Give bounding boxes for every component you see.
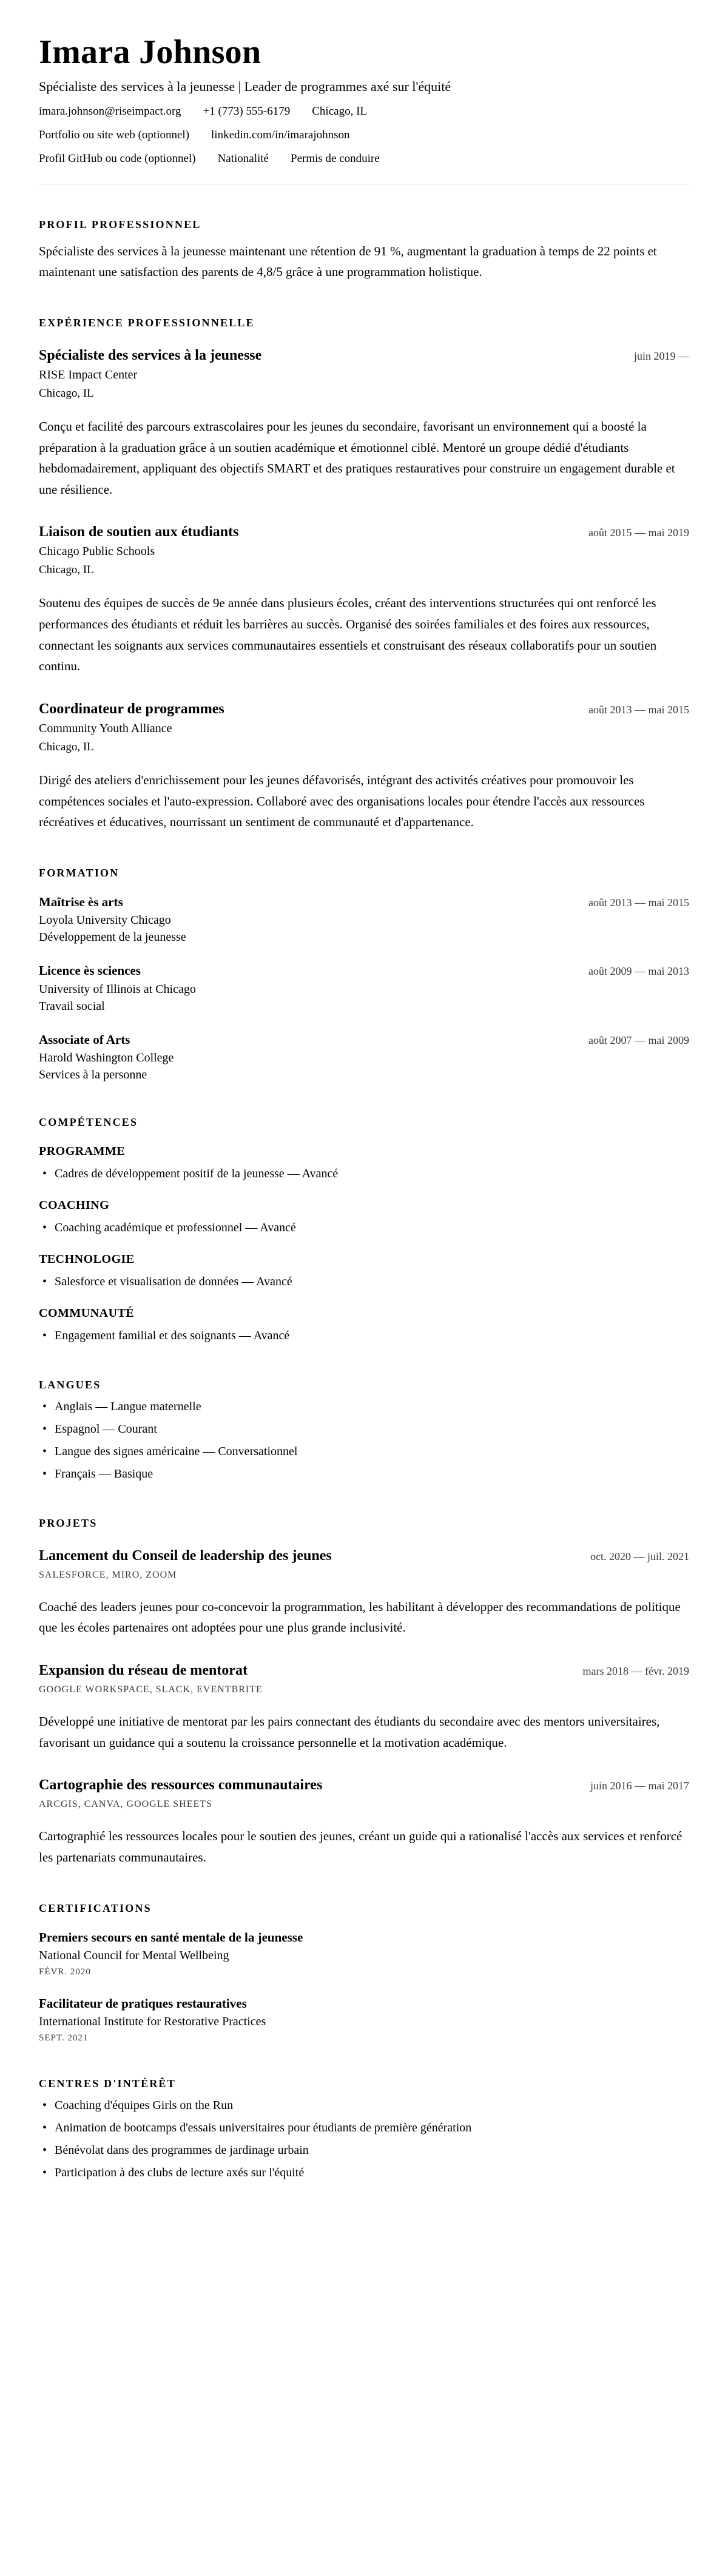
contact-row-1 [39, 105, 689, 118]
job-company: RISE Impact Center [39, 368, 138, 382]
skill-item: • Salesforce et visualisation de données — Avancé [39, 1273, 689, 1291]
certification-entry [39, 1996, 689, 2043]
project-entry-head [39, 1547, 689, 1565]
interest-item: • Coaching d'équipes Girls on the Run [39, 2096, 689, 2114]
degree-dates: août 2007 — mai 2009 [588, 1034, 689, 1046]
project-entry [39, 1547, 689, 1638]
education-entry-head [39, 894, 689, 910]
skill-list [39, 1165, 689, 1183]
contact-row-2 [39, 129, 689, 142]
experience-entry [39, 523, 689, 677]
section-heading-experience: EXPÉRIENCE PROFESSIONNELLE [39, 316, 255, 329]
interest-item: • Participation à des clubs de lecture axés sur l'équité [39, 2164, 689, 2182]
profile-text: Spécialiste des services à la jeunesse maintenant une rétention de 91 %, augmentant la graduation à temps de 22 points et maintenant une satisfaction des parents de 4,8/5 grâce à une programmation holistique. [39, 243, 657, 280]
section-heading-certifications: CERTIFICATIONS [39, 1902, 152, 1914]
school-name: University of Illinois at Chicago [39, 982, 196, 996]
language-item: • Langue des signes américaine — Conversationnel [39, 1442, 689, 1461]
skill-category [39, 1306, 689, 1345]
skill-category-name: COACHING [39, 1198, 110, 1212]
experience-entry [39, 700, 689, 833]
contact-phone: +1 (773) 555-6179 [203, 104, 291, 118]
contact-linkedin[interactable]: linkedin.com/in/imarajohnson [211, 128, 350, 141]
job-dates: août 2013 — mai 2015 [588, 704, 689, 716]
skill-category-name: COMMUNAUTÉ [39, 1306, 135, 1320]
degree-title: Associate of Arts [39, 1032, 130, 1047]
project-entry-head [39, 1661, 689, 1680]
resume-header [39, 34, 689, 184]
education-entry [39, 894, 689, 944]
job-title: Coordinateur de programmes [39, 701, 224, 717]
job-location: Chicago, IL [39, 741, 94, 753]
education-entry [39, 963, 689, 1013]
language-item: • Espagnol — Courant [39, 1420, 689, 1438]
contact-driving-license: Permis de conduire [291, 152, 380, 165]
project-entry-head [39, 1776, 689, 1794]
experience-entry-head [39, 346, 689, 365]
certification-date: SEPT. 2021 [39, 2033, 89, 2043]
job-dates: août 2015 — mai 2019 [588, 526, 689, 539]
certification-date: FÉVR. 2020 [39, 1966, 91, 1977]
field-of-study: Services à la personne [39, 1068, 147, 1081]
section-education [39, 867, 689, 1082]
skill-item: • Coaching académique et professionnel — Avancé [39, 1219, 689, 1237]
section-profile [39, 218, 689, 283]
language-item: • Anglais — Langue maternelle [39, 1397, 689, 1416]
section-certifications [39, 1902, 689, 2044]
contact-row-3 [39, 152, 689, 166]
section-heading-projects: PROJETS [39, 1516, 98, 1529]
school-name: Harold Washington College [39, 1051, 174, 1064]
interest-item: • Animation de bootcamps d'essais universitaires pour étudiants de première génération [39, 2119, 689, 2137]
section-heading-interests: CENTRES D'INTÉRÊT [39, 2077, 176, 2090]
job-location: Chicago, IL [39, 563, 94, 577]
name-heading: Imara Johnson [39, 33, 261, 71]
contact-location: Chicago, IL [312, 104, 368, 118]
skill-item: • Cadres de développement positif de la jeunesse — Avancé [39, 1165, 689, 1183]
contact-website: Portfolio ou site web (optionnel) [39, 128, 190, 141]
certification-title: Facilitateur de pratiques restauratives [39, 1996, 247, 2011]
section-heading-skills: COMPÉTENCES [39, 1115, 138, 1128]
job-description: Conçu et facilité des parcours extrascolaires pour les jeunes du secondaire, favorisant un environnement qui a boosté la préparation à la graduation grâce à un soutien académique et émotionnel ciblé. Mentoré un groupe dédié d'étudiants hebdomadairement, appliquant des objectifs SMART et des pratiques restauratives pour construire un engagement durable et une résilience. [39, 419, 675, 497]
language-list [39, 1397, 689, 1483]
certification-issuer: National Council for Mental Wellbeing [39, 1948, 229, 1962]
tagline: Spécialiste des services à la jeunesse | Leader de programmes axé sur l'équité [39, 78, 451, 94]
section-heading-profile: PROFIL PROFESSIONNEL [39, 218, 201, 230]
certification-title: Premiers secours en santé mentale de la jeunesse [39, 1929, 303, 1945]
project-tools: SALESFORCE, MIRO, ZOOM [39, 1569, 177, 1580]
contact-nationality: Nationalité [217, 152, 269, 165]
section-projects [39, 1517, 689, 1868]
skill-list [39, 1273, 689, 1291]
field-of-study: Travail social [39, 999, 105, 1013]
job-company: Community Youth Alliance [39, 722, 172, 735]
skill-category [39, 1253, 689, 1291]
job-company: Chicago Public Schools [39, 545, 155, 559]
degree-dates: août 2009 — mai 2013 [588, 965, 689, 978]
section-skills [39, 1116, 689, 1345]
education-entry [39, 1032, 689, 1082]
education-entry-head [39, 963, 689, 979]
job-title: Liaison de soutien aux étudiants [39, 524, 239, 540]
project-description: Cartographié les ressources locales pour le soutien des jeunes, créant un guide qui a rationalisé l'accès aux services et renforcé les partenariats communautaires. [39, 1829, 682, 1865]
job-description: Soutenu des équipes de succès de 9e année dans plusieurs écoles, créant des interventions structurées qui ont renforcé les performances des étudiants et réduit les barrières au succès. Organisé des soirées familiales et des foires aux ressources, connectant les soignants aux services communautaires essentiels et construisant des réseaux collaboratifs pour un soutien continu. [39, 596, 657, 674]
interest-item: • Bénévolat dans des programmes de jardinage urbain [39, 2141, 689, 2159]
project-dates: oct. 2020 — juil. 2021 [590, 1550, 689, 1562]
experience-entry [39, 346, 689, 500]
project-entry [39, 1776, 689, 1868]
job-description: Dirigé des ateliers d'enrichissement pour les jeunes défavorisés, intégrant des activités créatives pour promouvoir les compétences sociales et l'auto-expression. Collaboré avec des organisations locales pour étendre l'accès aux ressources récréatives et éducatives, nourrissant un sentiment de communauté et d'appartenance. [39, 773, 645, 830]
experience-entry-head [39, 700, 689, 718]
project-title: Cartographie des ressources communautaires [39, 1777, 323, 1794]
section-experience [39, 317, 689, 833]
project-tools: ARCGIS, CANVA, GOOGLE SHEETS [39, 1799, 212, 1810]
education-entry-head [39, 1032, 689, 1048]
interest-list [39, 2096, 689, 2182]
resume-page [39, 34, 689, 2182]
job-dates: juin 2019 — [633, 349, 689, 362]
degree-dates: août 2013 — mai 2015 [588, 896, 689, 909]
project-dates: juin 2016 — mai 2017 [590, 1780, 689, 1792]
job-location: Chicago, IL [39, 386, 94, 400]
project-dates: mars 2018 — févr. 2019 [582, 1665, 689, 1678]
job-title: Spécialiste des services à la jeunesse [39, 347, 262, 363]
skill-category [39, 1145, 689, 1183]
certification-entry [39, 1929, 689, 1977]
degree-title: Maîtrise ès arts [39, 894, 123, 909]
section-interests [39, 2077, 689, 2182]
section-heading-education: FORMATION [39, 866, 120, 879]
project-tools: GOOGLE WORKSPACE, SLACK, EVENTBRITE [39, 1684, 263, 1695]
school-name: Loyola University Chicago [39, 913, 171, 927]
contact-github: Profil GitHub ou code (optionnel) [39, 152, 196, 165]
skill-category-name: TECHNOLOGIE [39, 1252, 135, 1266]
project-description: Coaché des leaders jeunes pour co-concevoir la programmation, les habilitant à développer des recommandations de politique que les écoles partenaires ont adoptées pour une plus grande inclusivité. [39, 1599, 681, 1635]
skill-list [39, 1327, 689, 1345]
degree-title: Licence ès sciences [39, 963, 141, 978]
experience-entry-head [39, 523, 689, 541]
skill-category-name: PROGRAMME [39, 1144, 126, 1158]
project-title: Lancement du Conseil de leadership des jeunes [39, 1547, 332, 1564]
section-languages [39, 1379, 689, 1483]
project-title: Expansion du réseau de mentorat [39, 1663, 248, 1679]
language-item: • Français — Basique [39, 1465, 689, 1483]
field-of-study: Développement de la jeunesse [39, 930, 186, 944]
certification-issuer: International Institute for Restorative Practices [39, 2015, 266, 2029]
skill-item: • Engagement familial et des soignants — Avancé [39, 1327, 689, 1345]
skill-category [39, 1199, 689, 1237]
project-entry [39, 1661, 689, 1753]
section-heading-languages: LANGUES [39, 1378, 101, 1391]
contact-email[interactable]: imara.johnson@riseimpact.org [39, 104, 181, 118]
project-description: Développé une initiative de mentorat par les pairs connectant des étudiants du secondaire avec des mentors universitaires, favorisant un guidance qui a soutenu la croissance personnelle et la motivation académique. [39, 1714, 660, 1750]
skill-list [39, 1219, 689, 1237]
